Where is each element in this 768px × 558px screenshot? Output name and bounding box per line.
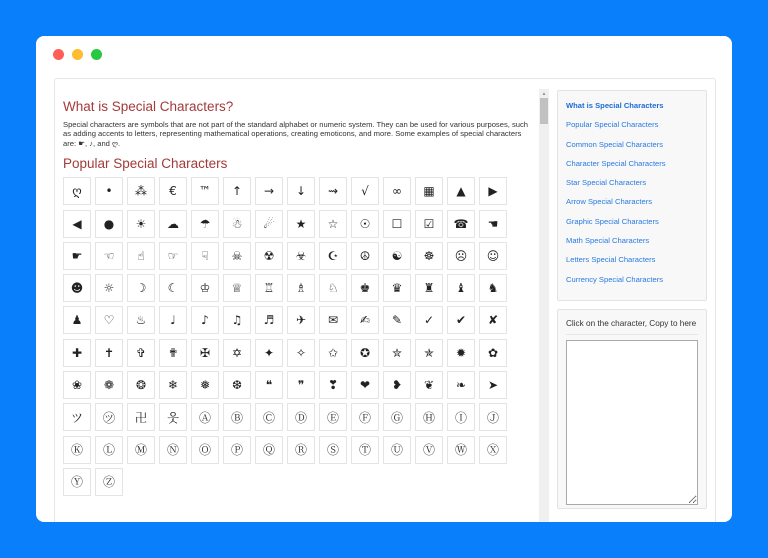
character-cell[interactable]: Ⓢ xyxy=(319,436,347,464)
character-cell[interactable]: ♞ xyxy=(479,274,507,302)
character-cell[interactable]: ❂ xyxy=(127,371,155,399)
character-cell[interactable]: Ⓜ xyxy=(127,436,155,464)
character-cell[interactable]: ✪ xyxy=(351,339,379,367)
scroll-up-arrow-icon[interactable]: ▲ xyxy=(541,90,547,97)
character-cell[interactable]: ❞ xyxy=(287,371,315,399)
sidebar-nav xyxy=(557,90,707,301)
character-cell[interactable]: ♘ xyxy=(319,274,347,302)
character-cell[interactable]: ☽ xyxy=(127,274,155,302)
character-cell[interactable]: ✔ xyxy=(447,306,475,334)
character-cell[interactable]: ☚ xyxy=(479,210,507,238)
character-cell[interactable]: ☟ xyxy=(191,242,219,270)
sidebar-link-star-special-characters[interactable]: Star Special Characters xyxy=(566,178,647,188)
content-scrollbar[interactable] xyxy=(539,89,549,522)
character-cell[interactable]: ™ xyxy=(191,177,219,205)
character-cell[interactable]: Ⓠ xyxy=(255,436,283,464)
character-cell[interactable]: ✯ xyxy=(415,339,443,367)
sidebar-link-popular-special-characters[interactable]: Popular Special Characters xyxy=(566,120,659,130)
character-cell[interactable]: ✉ xyxy=(319,306,347,334)
character-cell[interactable]: ✦ xyxy=(255,339,283,367)
character-cell[interactable]: Ⓤ xyxy=(383,436,411,464)
character-cell[interactable]: ♡ xyxy=(95,306,123,334)
character-cell[interactable]: ♫ xyxy=(223,306,251,334)
character-cell[interactable]: → xyxy=(255,177,283,205)
character-cell[interactable]: ♪ xyxy=(191,306,219,334)
character-cell[interactable]: ↓ xyxy=(287,177,315,205)
character-cell[interactable]: ✹ xyxy=(447,339,475,367)
character-cell[interactable]: ✮ xyxy=(383,339,411,367)
character-cell[interactable]: Ⓩ xyxy=(95,468,123,496)
character-cell[interactable]: Ⓕ xyxy=(351,403,379,431)
copy-textarea[interactable] xyxy=(566,340,698,505)
character-cell[interactable]: ▦ xyxy=(415,177,443,205)
character-cell[interactable]: Ⓔ xyxy=(319,403,347,431)
main-content xyxy=(55,79,539,522)
character-cell[interactable]: ✈ xyxy=(287,306,315,334)
character-cell[interactable]: Ⓚ xyxy=(63,436,91,464)
character-cell[interactable]: ♛ xyxy=(383,274,411,302)
character-cell[interactable]: Ⓥ xyxy=(415,436,443,464)
character-cell[interactable]: ❀ xyxy=(63,371,91,399)
character-cell[interactable]: Ⓑ xyxy=(223,403,251,431)
character-grid xyxy=(63,177,539,496)
character-cell[interactable]: Ⓦ xyxy=(447,436,475,464)
sidebar-link-currency-special-characters[interactable]: Currency Special Characters xyxy=(566,274,664,284)
character-cell[interactable]: Ⓙ xyxy=(479,403,507,431)
character-cell[interactable]: ◀ xyxy=(63,210,91,238)
character-cell[interactable]: ☛ xyxy=(63,242,91,270)
character-cell[interactable]: ☮ xyxy=(351,242,379,270)
character-cell[interactable]: ☻ xyxy=(63,274,91,302)
character-cell[interactable]: ☎ xyxy=(447,210,475,238)
sidebar-link-math-special-characters[interactable]: Math Special Characters xyxy=(566,236,650,246)
character-cell[interactable]: ❧ xyxy=(447,371,475,399)
character-cell[interactable]: ● xyxy=(95,210,123,238)
character-cell[interactable]: ☺ xyxy=(479,242,507,270)
character-cell[interactable]: ☣ xyxy=(287,242,315,270)
character-cell[interactable]: ❄ xyxy=(159,371,187,399)
character-cell[interactable]: ♝ xyxy=(447,274,475,302)
character-cell[interactable]: ♔ xyxy=(191,274,219,302)
character-cell[interactable]: Ⓘ xyxy=(447,403,475,431)
character-cell[interactable]: ♨ xyxy=(127,306,155,334)
character-cell[interactable]: ∞ xyxy=(383,177,411,205)
character-cell[interactable]: Ⓝ xyxy=(159,436,187,464)
character-cell[interactable]: ☪ xyxy=(319,242,347,270)
character-cell[interactable]: 卍 xyxy=(127,403,155,431)
character-cell[interactable]: ✞ xyxy=(127,339,155,367)
character-cell[interactable]: ❥ xyxy=(383,371,411,399)
character-cell[interactable]: ♟ xyxy=(63,306,91,334)
character-cell[interactable]: ✠ xyxy=(191,339,219,367)
character-cell[interactable]: ↑ xyxy=(223,177,251,205)
character-cell[interactable]: Ⓗ xyxy=(415,403,443,431)
character-cell[interactable]: ☂ xyxy=(191,210,219,238)
character-cell[interactable]: ✧ xyxy=(287,339,315,367)
sidebar-link-graphic-special-characters[interactable]: Graphic Special Characters xyxy=(566,216,659,226)
character-cell[interactable]: Ⓟ xyxy=(223,436,251,464)
character-cell[interactable]: 웃 xyxy=(159,403,187,431)
character-cell[interactable]: ☆ xyxy=(319,210,347,238)
page-container xyxy=(54,78,716,522)
character-cell[interactable]: Ⓧ xyxy=(479,436,507,464)
character-cell[interactable]: ☼ xyxy=(95,274,123,302)
sidebar-link-common-special-characters[interactable]: Common Special Characters xyxy=(566,139,664,149)
character-cell[interactable]: ▲ xyxy=(447,177,475,205)
character-cell[interactable]: ❣ xyxy=(319,371,347,399)
character-cell[interactable]: Ⓓ xyxy=(287,403,315,431)
character-cell[interactable]: ♗ xyxy=(287,274,315,302)
character-cell[interactable]: ☑ xyxy=(415,210,443,238)
character-cell[interactable]: ❆ xyxy=(223,371,251,399)
character-cell[interactable]: ❁ xyxy=(95,371,123,399)
character-cell[interactable]: ☜ xyxy=(95,242,123,270)
character-cell[interactable]: Ⓨ xyxy=(63,468,91,496)
sidebar-link-letters-special-characters[interactable]: Letters Special Characters xyxy=(566,255,656,265)
character-cell[interactable]: € xyxy=(159,177,187,205)
character-cell[interactable]: ♜ xyxy=(415,274,443,302)
character-cell[interactable]: Ⓖ xyxy=(383,403,411,431)
character-cell[interactable]: ☹ xyxy=(447,242,475,270)
character-cell[interactable]: ☯ xyxy=(383,242,411,270)
character-cell[interactable]: ✓ xyxy=(415,306,443,334)
character-cell[interactable]: Ⓐ xyxy=(191,403,219,431)
character-cell[interactable]: ✩ xyxy=(319,339,347,367)
character-cell[interactable]: ☝ xyxy=(127,242,155,270)
browser-window xyxy=(36,36,732,522)
character-cell[interactable]: Ⓣ xyxy=(351,436,379,464)
window-controls xyxy=(53,49,102,60)
character-cell[interactable]: ✍ xyxy=(351,306,379,334)
character-cell[interactable]: ☐ xyxy=(383,210,411,238)
character-cell[interactable]: ✘ xyxy=(479,306,507,334)
character-cell[interactable]: • xyxy=(95,177,123,205)
minimize-window-button[interactable] xyxy=(72,49,83,60)
character-cell[interactable]: ✿ xyxy=(479,339,507,367)
character-cell[interactable]: ⇝ xyxy=(319,177,347,205)
character-cell[interactable]: ☉ xyxy=(351,210,379,238)
character-cell[interactable]: ☞ xyxy=(159,242,187,270)
character-cell[interactable]: ➤ xyxy=(479,371,507,399)
character-cell[interactable]: ㋡ xyxy=(95,403,123,431)
character-cell[interactable]: Ⓒ xyxy=(255,403,283,431)
character-cell[interactable]: ▶ xyxy=(479,177,507,205)
sidebar-link-arrow-special-characters[interactable]: Arrow Special Characters xyxy=(566,197,653,207)
character-cell[interactable]: Ⓛ xyxy=(95,436,123,464)
character-cell[interactable]: √ xyxy=(351,177,379,205)
character-cell[interactable]: ❅ xyxy=(191,371,219,399)
character-cell[interactable]: ☾ xyxy=(159,274,187,302)
character-cell[interactable]: ✟ xyxy=(159,339,187,367)
character-cell[interactable]: ☠ xyxy=(223,242,251,270)
sidebar-link-what-is-special-characters[interactable]: What is Special Characters xyxy=(566,101,664,110)
close-window-button[interactable] xyxy=(53,49,64,60)
character-cell[interactable]: ☃ xyxy=(223,210,251,238)
copy-panel xyxy=(557,309,707,509)
maximize-window-button[interactable] xyxy=(91,49,102,60)
character-cell[interactable]: ☸ xyxy=(415,242,443,270)
sidebar xyxy=(557,90,707,509)
character-cell[interactable]: ✎ xyxy=(383,306,411,334)
character-cell[interactable]: ✝ xyxy=(95,339,123,367)
character-cell[interactable]: ☢ xyxy=(255,242,283,270)
copy-label: Click on the character, Copy to here xyxy=(566,319,698,335)
character-cell[interactable]: ★ xyxy=(287,210,315,238)
character-cell[interactable]: ღ xyxy=(63,177,91,205)
sidebar-link-character-special-characters[interactable]: Character Special Characters xyxy=(566,158,666,168)
character-cell[interactable]: ツ xyxy=(63,403,91,431)
character-cell[interactable]: ✚ xyxy=(63,339,91,367)
intro-heading: What is Special Characters? xyxy=(63,99,234,114)
character-cell[interactable]: ♕ xyxy=(223,274,251,302)
character-cell[interactable]: ❤ xyxy=(351,371,379,399)
character-cell[interactable]: ♚ xyxy=(351,274,379,302)
character-cell[interactable]: ♩ xyxy=(159,306,187,334)
character-cell[interactable]: ❝ xyxy=(255,371,283,399)
character-cell[interactable]: ☁ xyxy=(159,210,187,238)
character-cell[interactable]: Ⓡ xyxy=(287,436,315,464)
character-cell[interactable]: ♖ xyxy=(255,274,283,302)
popular-heading: Popular Special Characters xyxy=(63,156,228,172)
character-cell[interactable]: ☀ xyxy=(127,210,155,238)
intro-paragraph: Special characters are symbols that are not part of the standard alphabet or numeric system. They can be used for various purposes, such as adding accents to letters, representing mathematical operations, creating emoticons, and more. Some examples of special characters are: ☛, ♪, and ღ. xyxy=(63,120,529,148)
character-cell[interactable]: ❦ xyxy=(415,371,443,399)
character-cell[interactable]: ♬ xyxy=(255,306,283,334)
scroll-thumb[interactable] xyxy=(540,98,548,124)
character-cell[interactable]: ✡ xyxy=(223,339,251,367)
character-cell[interactable]: Ⓞ xyxy=(191,436,219,464)
character-cell[interactable]: ⁂ xyxy=(127,177,155,205)
character-cell[interactable]: ☄ xyxy=(255,210,283,238)
